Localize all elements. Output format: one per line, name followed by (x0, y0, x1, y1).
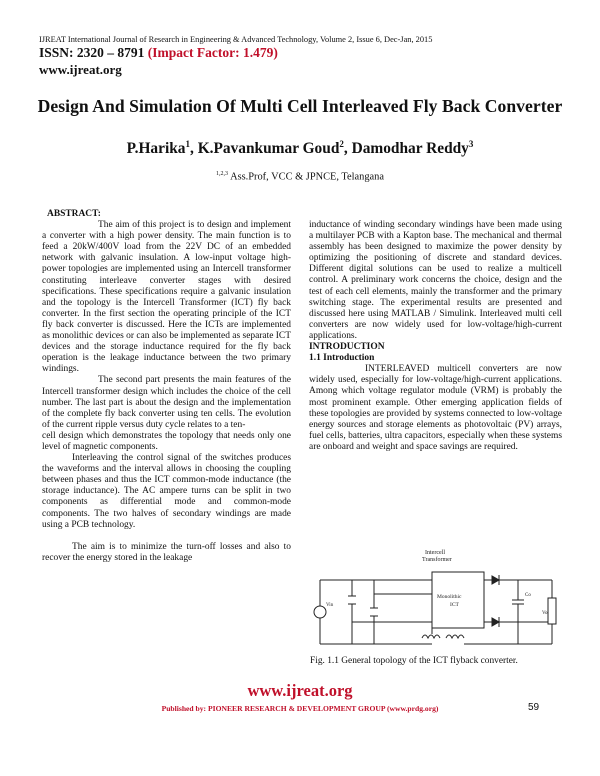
affiliation (0, 171, 600, 182)
body-paragraph: cell design which demonstrates the topology that needs only one level of magnetic components. (42, 430, 291, 452)
author-separator: , (343, 140, 352, 158)
section-heading: INTRODUCTION (309, 342, 385, 353)
body-paragraph: inductance of winding secondary windings have been made using a multilayer PCB with a Kapton base. The mechanical and thermal assembly has been designed to maximize the power density by optimizing the positioning of discrete and standard devices. Different digital solutions can be used to realize a multicell control. A preliminary work concerns the choice, design and the test of each cell elements, mainly the transformer and the primary switching stage. The experimental results are presented and discussed here using MATLAB / Simulink. Interleaved multi cell converters are now widely used for low-voltage/high-current applications. (309, 220, 562, 341)
author-sup: 1 (185, 139, 190, 149)
cout-label: Co (525, 593, 531, 598)
journal-header-line: IJREAT International Journal of Research in Engineering & Advanced Technology, Volume 2, Issue 6, Dec-Jan, 2015 (39, 35, 433, 44)
author-name: K.Pavankumar Goud (197, 140, 340, 158)
transformer-label: Transformer (422, 557, 452, 563)
vout-label: Vo (542, 611, 548, 616)
affiliation-sup: 1,2,3 (216, 171, 229, 177)
issn-number: ISSN: 2320 – 8791 (39, 45, 145, 60)
vin-label: Vin (326, 603, 334, 608)
issn-line (39, 45, 278, 61)
paper-title: Design And Simulation Of Multi Cell Interleaved Fly Back Converter (37, 96, 563, 116)
subsection-heading: 1.1 Introduction (309, 353, 375, 364)
body-paragraph: The second part presents the main features of the Intercell transformer design which includes the choice of the cell number. The last part is about the design and the implementation of the complete fly back converter using ten cells. The evolution of the current ripple versus duty cycle relates to a ten- (42, 375, 291, 430)
footer-url[interactable]: www.ijreat.org (247, 681, 353, 700)
author-sup: 2 (339, 139, 344, 149)
impact-factor: (Impact Factor: 1.479) (147, 45, 278, 60)
body-paragraph: The aim is to minimize the turn-off losses and also to recover the energy stored in the leakage (42, 541, 291, 563)
affiliation-text: Ass.Prof, VCC & JPNCE, Telangana (230, 171, 384, 183)
body-paragraph: INTERLEAVED multicell converters are now widely used, especially for low-voltage/high-current applications. Among which voltage regulator module (VRM) is probably the most prominent example. Other emerging application fields of these topologies are provided by systems connected to low-voltage energy sources and storage elements as photovoltaic (PV) arrays, fuel cells, batteries, ultra capacitors, especially when these systems are onboard and weight and space savings are required. (309, 364, 562, 452)
right-column (309, 220, 562, 453)
footer-publisher: Published by: PIONEER RESEARCH & DEVELOPMENT GROUP (www.prdg.org) (161, 704, 439, 713)
author-name: P.Harika (126, 140, 186, 158)
author-list (0, 139, 600, 158)
figure-caption: Fig. 1.1 General topology of the ICT flyback converter. (310, 656, 518, 666)
box-label-line2: ICT (450, 602, 459, 608)
abstract-paragraph: The aim of this project is to design and implement a converter with a high power density. The main function is to feed a 20kW/400V load from the 22V DC of an embedded network with galvanic insulation. A low-input voltage high-power topologies are implemented using an Intercell transformer constituting interleave converter stages with desired specifications. These specifications require a galvanic insulation and the topology is the Intercell Transformer (ICT) fly back converter. In the first section the operating principle of the ICT fly back converter is discussed. Here the ICTs are implemented as monolithic devices or can also be implemented as separate ICT devices and the storage inductance required for the fly back operation is the leakage inductance between the two primary windings. (42, 220, 291, 375)
abstract-heading: ABSTRACT: (47, 209, 101, 219)
body-paragraph: Interleaving the control signal of the switches produces the waveforms and the interval allows in choosing the coupling between phases and thus the ICT common-mode inductance (the storage inductance). The AC ampere turns can be split in two components as differential mode and common-mode components. The two halves of secondary windings are made using a PCB technology. (42, 453, 291, 530)
page-number: 59 (528, 702, 540, 713)
author-separator: , (189, 140, 198, 158)
ict-flyback-schematic (312, 548, 560, 652)
journal-website: www.ijreat.org (39, 62, 122, 77)
box-label-line1: Monolithic (437, 594, 462, 600)
author-sup: 3 (468, 139, 474, 149)
left-column (42, 209, 291, 564)
ict-label: Intercell (425, 550, 445, 556)
author-name: Damodhar Reddy (351, 140, 469, 158)
